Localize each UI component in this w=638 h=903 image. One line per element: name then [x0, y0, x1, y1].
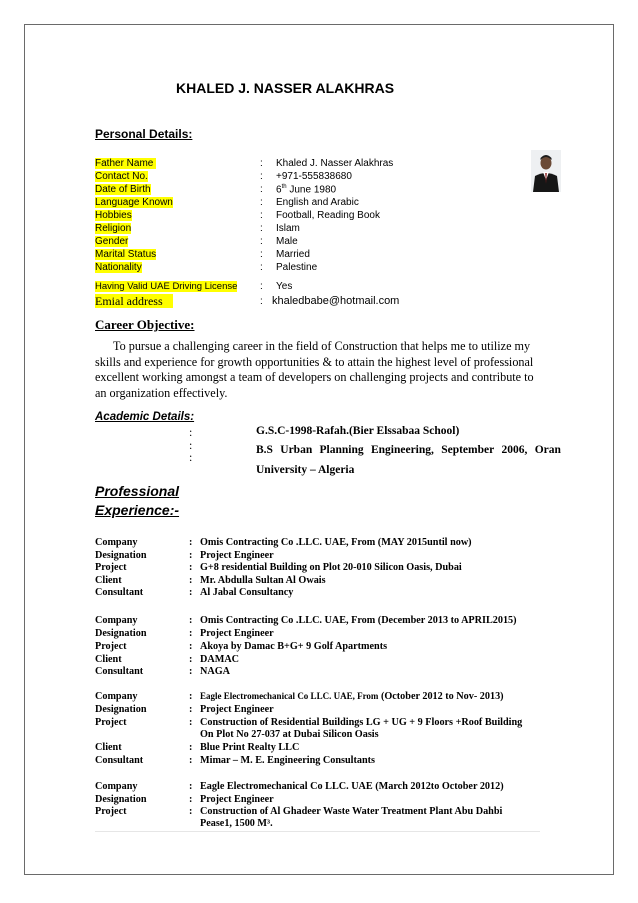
colon: :: [189, 781, 193, 792]
label-marital-status: Marital Status: [95, 249, 157, 260]
label-contact-no: Contact No.: [95, 171, 148, 182]
client-value: Blue Print Realty LLC: [200, 742, 300, 753]
colon: :: [189, 587, 193, 598]
label-father-name: Father Name: [95, 158, 186, 169]
company-label: Company: [95, 691, 138, 702]
label-driving-license: Having Valid UAE Driving License: [95, 281, 238, 292]
colon: :: [260, 158, 263, 169]
designation-value: Project Engineer: [200, 550, 274, 561]
colon: :: [260, 296, 263, 307]
value-email-address: khaledbabe@hotmail.com: [272, 295, 400, 307]
colon: :: [189, 628, 193, 639]
academic-item-2-line-2: University – Algeria: [256, 464, 355, 476]
label-religion: Religion: [95, 223, 132, 234]
colon: :: [189, 425, 193, 439]
designation-label: Designation: [95, 550, 147, 561]
company-label: Company: [95, 615, 138, 626]
colon: :: [189, 575, 193, 586]
client-label: Client: [95, 654, 122, 665]
project-value-line-1: Construction of Residential Buildings LG + UG + 9 Floors +Roof Building: [200, 717, 523, 728]
professional-experience-heading-1: Professional: [95, 483, 180, 499]
label-nationality: Nationality: [95, 262, 142, 273]
value-hobbies: Football, Reading Book: [276, 210, 380, 221]
colon: :: [189, 806, 193, 817]
client-label: Client: [95, 575, 122, 586]
colon: :: [260, 210, 263, 221]
designation-label: Designation: [95, 628, 147, 639]
colon: :: [189, 438, 193, 452]
colon: :: [260, 236, 263, 247]
designation-value: Project Engineer: [200, 794, 274, 805]
consultant-label: Consultant: [95, 755, 144, 766]
designation-label: Designation: [95, 704, 147, 715]
colon: :: [260, 249, 263, 260]
value-father-name: Khaled J. Nasser Alakhras: [276, 158, 394, 169]
company-value: Eagle Electromechanical Co LLC. UAE (March 2012to October 2012): [200, 781, 504, 792]
career-objective-text: To pursue a challenging career in the field of Construction that helps me to utilize my skills and experience for growth opportunities & to attain the highest level of professional excellent working amongst a team of developers on challenging projects and contribute to an organization effectively.: [95, 339, 534, 400]
project-value: G+8 residential Building on Plot 20-010 Silicon Oasis, Dubai: [200, 562, 462, 573]
designation-label: Designation: [95, 794, 147, 805]
colon: :: [260, 223, 263, 234]
designation-value: Project Engineer: [200, 704, 274, 715]
value-religion: Islam: [276, 223, 300, 234]
colon: :: [189, 755, 193, 766]
consultant-value: Al Jabal Consultancy: [200, 587, 294, 598]
project-value-line-2: Pease1, 1500 M³.: [200, 818, 273, 829]
label-date-of-birth: Date of Birth: [95, 184, 151, 195]
designation-value: Project Engineer: [200, 628, 274, 639]
colon: :: [189, 717, 193, 728]
company-value: Omis Contracting Co .LLC. UAE, From (MAY 2015until now): [200, 537, 472, 548]
colon: :: [260, 171, 263, 182]
value-language-known: English and Arabic: [276, 197, 359, 208]
value-contact-no: +971-555838680: [276, 171, 352, 182]
project-label: Project: [95, 717, 127, 728]
colon: :: [189, 654, 193, 665]
colon: :: [189, 666, 193, 677]
academic-details-heading: Academic Details:: [95, 411, 195, 423]
colon: :: [260, 197, 263, 208]
project-label: Project: [95, 806, 127, 817]
personal-details-heading: Personal Details:: [95, 127, 193, 141]
label-hobbies: Hobbies: [95, 210, 132, 221]
colon: :: [189, 562, 193, 573]
consultant-label: Consultant: [95, 587, 144, 598]
label-gender: Gender: [95, 236, 129, 247]
colon: :: [189, 742, 193, 753]
colon: :: [189, 691, 193, 702]
colon: :: [189, 450, 193, 464]
consultant-value: Mimar – M. E. Engineering Consultants: [200, 755, 375, 766]
consultant-label: Consultant: [95, 666, 144, 677]
colon: :: [260, 262, 263, 273]
value-gender: Male: [276, 236, 298, 247]
project-label: Project: [95, 562, 127, 573]
career-objective-heading: Career Objective:: [95, 317, 195, 332]
project-value-line-2: On Plot No 27-037 at Dubai Silicon Oasis: [200, 729, 379, 740]
value-date-of-birth: 6th June 1980: [276, 184, 337, 196]
consultant-value: NAGA: [200, 666, 230, 677]
academic-item-1: G.S.C-1998-Rafah.(Bier Elssabaa School): [256, 425, 460, 437]
company-value: Omis Contracting Co .LLC. UAE, From (December 2013 to APRIL2015): [200, 615, 517, 626]
colon: :: [260, 281, 263, 292]
colon: :: [189, 641, 193, 652]
client-value: DAMAC: [200, 654, 240, 665]
professional-experience-heading-2: Experience:-: [95, 502, 180, 518]
company-value: Eagle Electromechanical Co LLC. UAE, From (October 2012 to Nov- 2013): [200, 691, 504, 702]
value-marital-status: Married: [276, 249, 310, 260]
profile-photo: [531, 150, 561, 192]
project-value-line-1: Construction of Al Ghadeer Waste Water Treatment Plant Abu Dahbi: [200, 806, 503, 817]
colon: :: [189, 794, 193, 805]
bottom-divider: [95, 831, 540, 832]
colon: :: [189, 550, 193, 561]
company-label: Company: [95, 537, 138, 548]
project-label: Project: [95, 641, 127, 652]
academic-item-2-line-1: B.S Urban Planning Engineering, September 2006, Oran: [256, 444, 561, 456]
client-value: Mr. Abdulla Sultan Al Owais: [200, 575, 326, 586]
label-email-address: Emial address: [95, 294, 233, 309]
project-value: Akoya by Damac B+G+ 9 Golf Apartments: [200, 641, 388, 652]
colon: :: [189, 615, 193, 626]
colon: :: [260, 184, 263, 195]
company-label: Company: [95, 781, 138, 792]
colon: :: [189, 704, 193, 715]
profile-photo-image: [531, 150, 561, 192]
label-language-known: Language Known: [95, 197, 173, 208]
value-driving-license: Yes: [276, 281, 293, 292]
value-nationality: Palestine: [276, 262, 318, 273]
client-label: Client: [95, 742, 122, 753]
colon: :: [189, 537, 193, 548]
